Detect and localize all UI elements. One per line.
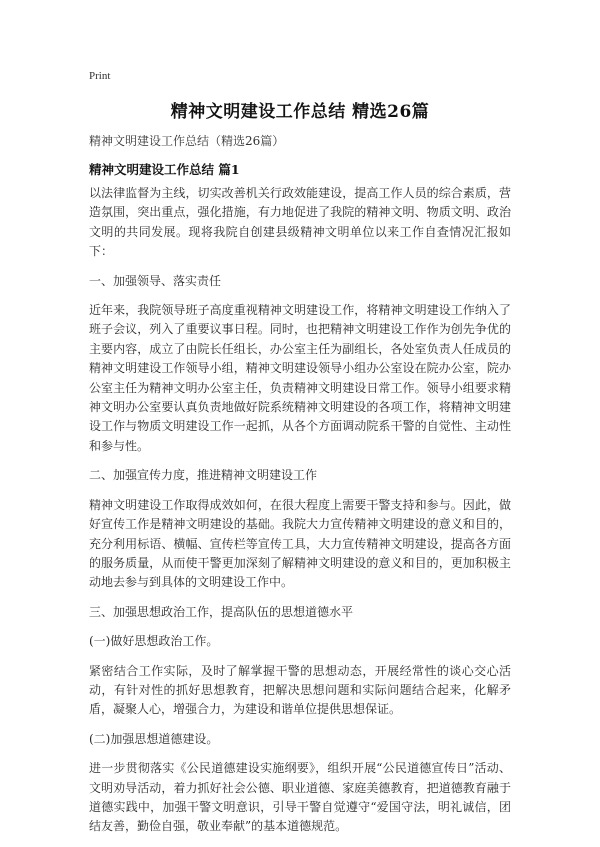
print-label[interactable]: Print (89, 70, 111, 82)
heading-two: 二、加强宣传力度，推进精神文明建设工作 (89, 468, 318, 483)
body-paragraph: 进一步贯彻落实《公民道德建设实施纲要》，组织开展“公民道德宣传日”活动、文明劝导活动，着力抓好社会公德、职业道德、家庭美德教育，把道德教育融于道德实践中，加强干警文明意识，引导干警自觉遵守“爱国守法，明礼诚信，团结友善，勤俭自强，敬业奉献”的基本道德规范。 (89, 761, 511, 834)
heading-one: 一、加强领导、落实责任 (89, 273, 222, 288)
subheading-one: (一)做好思想政治工作。 (89, 634, 219, 649)
heading-three: 三、加强思想政治工作，提高队伍的思想道德水平 (89, 604, 354, 619)
intro-paragraph: 以法律监督为主线，切实改善机关行政效能建设，提高工作人员的综合素质，营造氛围，突出重点，强化措施，有力地促进了我院的精神文明、物质文明、政治文明的共同发展。现将我院自创建县级精神文明单位以来工作自查情况汇报如下： (89, 186, 511, 259)
body-paragraph: 精神文明建设工作取得成效如何，在很大程度上需要干警支持和参与。因此，做好宣传工作是精神文明建设的基础。我院大力宣传精神文明建设的意义和目的，充分利用标语、横幅、宣传栏等宣传工具，大力宣传精神文明建设，提高各方面的服务质量，从而使干警更加深刻了解精神文明建设的意义和目的，更加积极主动地去参与到具体的文明建设工作中。 (89, 497, 511, 590)
subheading-two: (二)加强思想道德建设。 (89, 731, 219, 746)
body-paragraph: 近年来，我院领导班子高度重视精神文明建设工作，将精神文明建设工作纳入了班子会议，列入了重要议事日程。同时，也把精神文明建设工作作为创先争优的主要内容，成立了由院长任组长，办公室主任为副组长，各处室负责人任成员的精神文明建设工作领导小组，精神文明建设领导小组办公室设在院办公室，院办公室主任为精神文明办公室主任，负责精神文明建设日常工作。领导小组要求精神文明办公室要认真负责地做好院系统精神文明建设的各项工作，将精神文明建设工作与物质文明建设工作一起抓，从各个方面调动院系干警的自觉性、主动性和参与性。 (89, 303, 511, 453)
body-paragraph: 紧密结合工作实际，及时了解掌握干警的思想动态，开展经常性的谈心交心活动，有针对性的抓好思想教育，把解决思想问题和实际问题结合起来，化解矛盾，凝聚人心，增强合力，为建设和谐单位提供思想保证。 (89, 663, 511, 717)
document-subtitle: 精神文明建设工作总结（精选26篇） (89, 134, 285, 148)
section-title: 精神文明建设工作总结 篇1 (89, 162, 240, 177)
page-title: 精神文明建设工作总结 精选26篇 (170, 102, 430, 122)
document-body (89, 184, 511, 847)
